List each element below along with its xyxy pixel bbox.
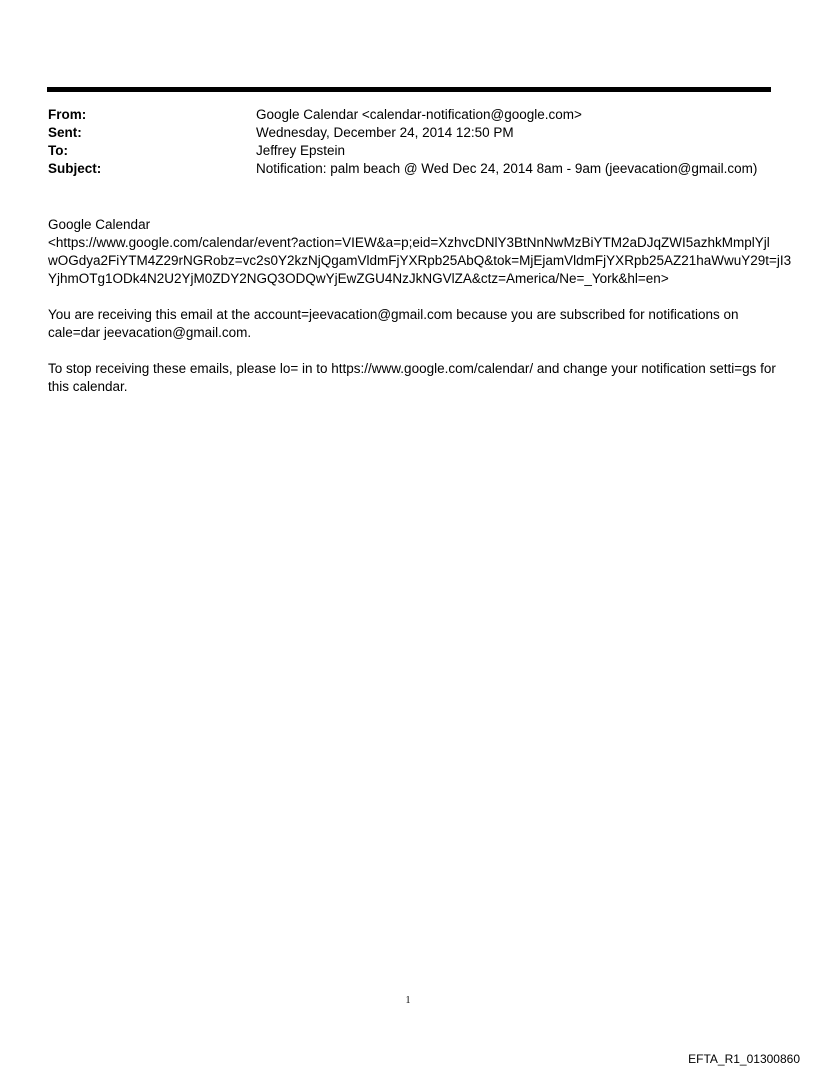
subject-value: Notification: palm beach @ Wed Dec 24, 2014 8am - 9am (jeevacation@gmail.com) (256, 161, 758, 176)
sent-value: Wednesday, December 24, 2014 12:50 PM (256, 125, 514, 140)
sender-name: Google Calendar (48, 217, 151, 232)
page-number: 1 (405, 995, 411, 1006)
event-url-line-3[interactable]: YjhmOTg1ODk4N2U2YjM0ZDY2NGQ3ODQwYjEwZGU4NzJkNGVlZA&ctz=America/Ne=_York&hl=en> (48, 271, 669, 286)
from-value: Google Calendar <calendar-notification@google.com> (256, 107, 582, 122)
subject-row (48, 160, 768, 178)
from-row (48, 106, 768, 124)
event-link-block (48, 216, 792, 288)
event-url-line-1[interactable]: <https://www.google.com/calendar/event?action=VIEW&a=p;eid=XzhvcDNlY3BtNnNwMzBiYTM2aDJqZWI5azhkMmplYjl (48, 235, 770, 250)
to-value: Jeffrey Epstein (256, 143, 346, 158)
bates-number: EFTA_R1_01300860 (688, 1052, 800, 1066)
to-row (48, 142, 768, 160)
event-url-line-2[interactable]: wOGdya2FiYTM4Z29rNGRobz=vc2s0Y2kzNjQgamVldmFjYXRpb25AbQ&tok=MjEjamVldmFjYXRpb25AZ21haWwuY29t=jI3 (48, 253, 792, 268)
header-divider (47, 87, 771, 92)
sent-label: Sent: (48, 125, 82, 140)
unsubscribe-notice: To stop receiving these emails, please lo= in to https://www.google.com/calendar/ and change your notification setti=gs for this calendar. (48, 361, 776, 394)
email-body (48, 216, 792, 414)
from-label: From: (48, 107, 87, 122)
subject-label: Subject: (48, 161, 102, 176)
email-header (48, 106, 768, 178)
to-label: To: (48, 143, 68, 158)
subscription-notice: You are receiving this email at the account=jeevacation@gmail.com because you are subscribed for notifications on cale=dar jeevacation@gmail.com. (48, 307, 739, 340)
sent-row (48, 124, 768, 142)
